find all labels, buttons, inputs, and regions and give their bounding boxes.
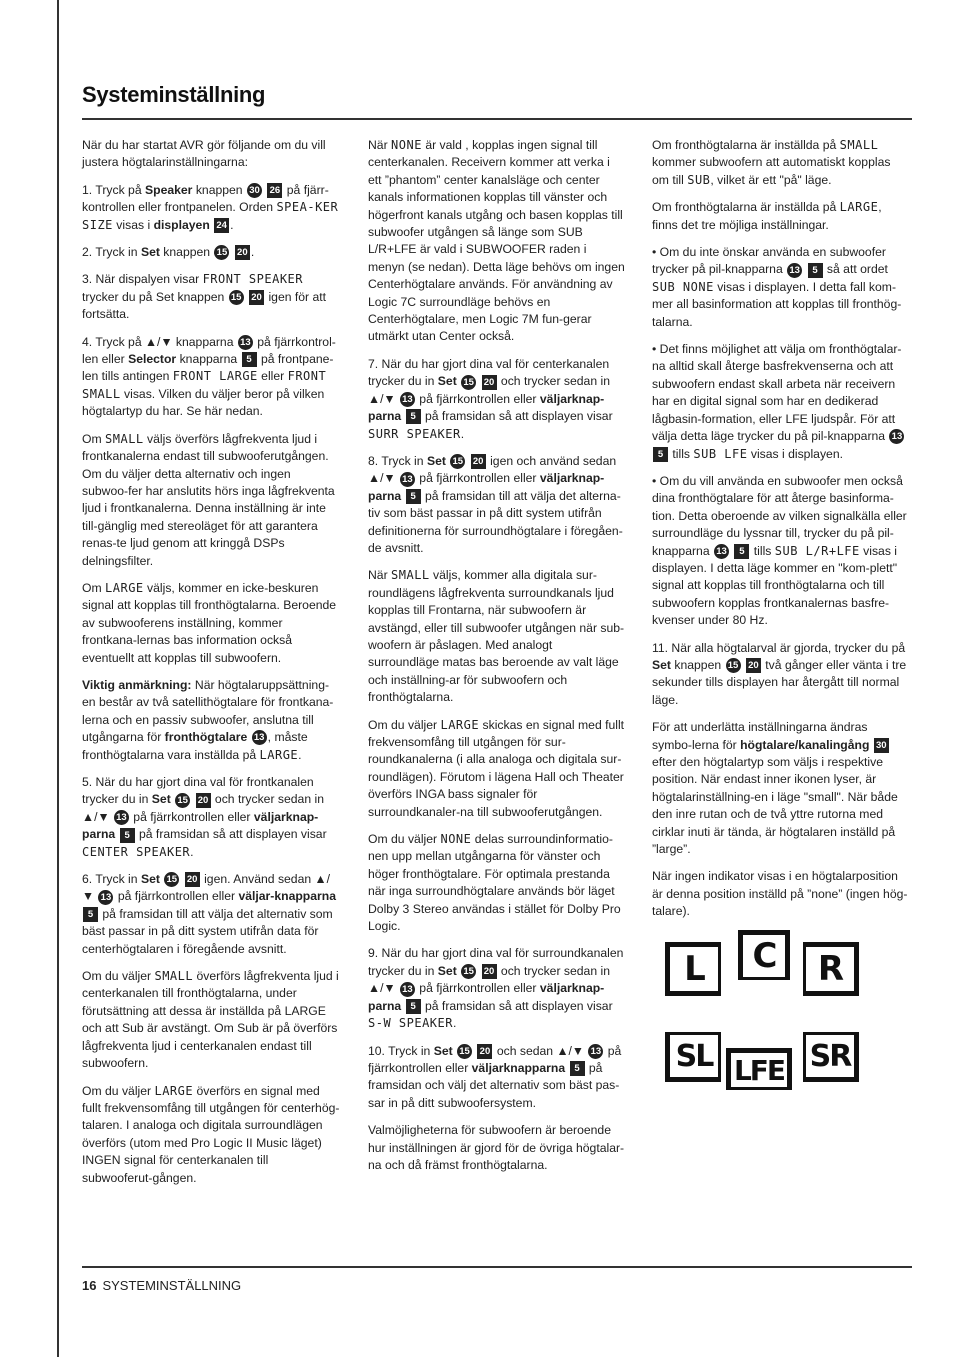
option-sub-lfe: • Det finns möjlighet att välja om fronthögtalar-na alltid skall återge basfrekvenserna och att subwoofern endast skall arbeta när receivern har en digital signal som har en dedikerad lågbasin-formation, eller LFE ljudspår. För att välja detta läge trycker du på pil-knapparna 13 5 tills SUB LFE visas i displayen. <box>652 341 910 463</box>
front-large-sub: Om fronthögtalarna är inställda på LARGE, finns det tre möjliga inställningar. <box>652 200 882 232</box>
surround-large-explanation: Om du väljer LARGE skickas en signal med fullt frekvensomfång till utgången för sur-roundkanalerna (i alla analoga och digitala sur-roundlägen). Förutom i lägena Hall och Theater överförs INGA bass signaler för surroundkanaler-na till subwooferutgången. <box>368 717 625 819</box>
step-6: 6. Tryck in Set 15 20 igen. Använd sedan ▲/▼ 13 på fjärrkontrollen eller väljar-knapparna 5 på framsidan till att välja det alternativ som bäst passar in på ditt system utifrån data för centerhögtalaren i föregående avsnitt. <box>82 872 336 956</box>
step-7: 7. När du har gjort dina val för centerkanalen trycker du in Set 15 20 och trycker sedan in ▲/▼ 13 på fjärrkontrollen eller väljarknap-parna 5 på framsidan så att displayen visar SURR SPEAKER. <box>368 356 613 441</box>
intro-text: När du har startat AVR gör följande om du vill justera högtalarinställningarna: <box>82 138 326 170</box>
badge-30: 30 <box>247 183 262 198</box>
step-11: 11. När alla högtalarval är gjorda, trycker du på Set knappen 15 20 två gånger eller vänta i tre sekunder tills displayen har återgått till normal läge. <box>652 640 907 707</box>
surround-none-explanation: Om du väljer NONE delas surroundinformatio-nen upp mellan utgångarna för vänster och höger fronthögtalare. För optimala prestanda när inga surroundhögtalare används bör läget Dolby 3 Stereo användas i stället för Dolby Pro Logic. <box>368 832 621 934</box>
none-indicator-text: När ingen indikator visas i en högtalarposition är denna position inställd på ”none” (ingen hög-talare). <box>652 869 908 919</box>
step-10: 10. Tryck in Set 15 20 och sedan ▲/▼ 13 på fjärrkontrollen eller väljarknapparna 5 på framsidan och välj det alternativ som bäst pas-sar in på ditt subwoofersystem. <box>368 1043 622 1110</box>
badge-26: 26 <box>267 183 282 198</box>
step-2: 2. Tryck in Set knappen 15 20 . <box>82 245 255 260</box>
symbol-explanation: För att underlätta inställningarna ändras symbo-lerna för högtalare/kanalingång 30 efter den högtalartyp som väljs i respektive position. När endast inner ikonen lyser, är högtalarinställning-en i läge "small". När både den inre rutan och de två yttre rutorna med cirklar inuti är tända, är högtalaren inställd på ”large”. <box>652 720 898 857</box>
front-small-sub: Om fronthögtalarna är inställda på SMALL kommer subwoofern att automatiskt kopplas om till SUB, vilket är ett "på" läge. <box>652 138 891 187</box>
speaker-lfe-icon: LFE <box>726 1048 792 1090</box>
footer-rule <box>82 1266 912 1268</box>
speaker-sl-icon: SL <box>665 1032 721 1082</box>
page-footer <box>82 1278 241 1293</box>
badge-20: 20 <box>235 245 250 260</box>
center-none-explanation: När NONE är vald , kopplas ingen signal till centerkanalen. Receivern kommer att verka i ett ”phantom” center kanalsläge och center kanals informationen kopplas till vänster och högerfront kanals utgång och basen kopplas till subwoofer utgången så länge som SUB L/R+LFE är vald i SUBWOOFER raden i menyn (se nedan). Detta läge behövs om ingen Centerhögtalare används. För användning av Logic 7C surroundläge behövs en Centerhögtalare, men Logic 7M fun-gerar utmärkt utan Center också. <box>368 138 625 344</box>
badge-24: 24 <box>214 218 229 233</box>
footer-label: SYSTEMINSTÄLLNING <box>102 1278 242 1293</box>
left-margin-rule <box>57 0 59 1357</box>
center-large-explanation: Om du väljer LARGE överförs en signal med fullt frekvensomfång till utgången för centerhög-talaren. I analoga och digitala surroundlägen överförs (utom med Pro Logic II Music läget) INGEN signal för centerkanalen till subwooferut-gången. <box>82 1083 340 1185</box>
option-sub-none: • Om du inte önskar använda en subwoofer trycker på pil-knapparna 13 5 så att ordet SUB NONE visas i displayen. I detta fall kom-mer all basinformation att kopplas till fronthög-talarna. <box>652 245 902 329</box>
badge-5: 5 <box>242 352 257 367</box>
badge-15: 15 <box>214 245 229 260</box>
step-9: 9. När du har gjort dina val för surroundkanalen trycker du in Set 15 20 och trycker sedan in ▲/▼ 13 på fjärrkontrollen eller väljarknap-parna 5 på framsidan så att displayen visar S-W SPEAKER. <box>368 946 624 1031</box>
large-explanation: Om LARGE väljs, kommer en icke-beskuren signal att kopplas till fronthögtalarna. Beroende av subwooferens inställning, kommer frontkana-lernas bas information också eventuellt att kopplas till subwoofern. <box>82 580 337 665</box>
step-8: 8. Tryck in Set 15 20 igen och använd sedan ▲/▼ 13 på fjärrkontrollen eller väljarknap-parna 5 på framsidan till att välja det alterna-tiv som bäst passar in på ditt system utifrån definitionerna för surroundhögtalare i föregåen-de avsnitt. <box>368 453 623 555</box>
column-2 <box>368 137 626 1184</box>
step-4: 4. Tryck på ▲/▼ knapparna 13 på fjärrkontrol-len eller Selector knapparna 5 på frontpane-len tills antingen FRONT LARGE eller FRONT SMALL visas. Vilken du väljer beror på vilken högtalartyp du har. Se här nedan. <box>82 334 336 419</box>
step-3: 3. När dispalyen visar FRONT SPEAKER trycker du på Set knappen 15 20 igen för att fortsätta. <box>82 272 327 322</box>
page-title: Systeminställning <box>82 82 266 107</box>
speaker-l-icon: L <box>665 942 721 996</box>
step-1: 1. Tryck på Speaker knappen 30 26 på fjärr-kontrollen eller frontpanelen. Orden SPEA-KER SIZE visas i displayen 24 . <box>82 182 339 232</box>
center-small-explanation: Om du väljer SMALL överförs lågfrekventa ljud i centerkanalen till fronthögtalarna, under förutsättning att dessa är inställda på LARGE och att Sub är avstängt. Om Sub är på överförs lågfrekventa ljud i centerkanalen endast till subwoofern. <box>82 969 339 1071</box>
surround-small-explanation: När SMALL väljs, kommer alla digitala sur-roundlägens lågfrekventa surroundkanals ljud kopplas till Frontarna, när subwoofern är avstängd, eller till subwoofer utgången när sub-woofern är påslagen. Med analogt surroundläge matas bas beroende av valt läge och inställning-ar för subwoofern och fronthögtalarna. <box>368 568 625 705</box>
column-3 <box>652 137 910 931</box>
option-sub-lr-lfe: • Om du vill använda en subwoofer men också dina fronthögtalare för att återge basinforma-tion. Detta oberoende av vilken signalkälla eller surroundläge du lyssnar till, trycker du på pil-knapparna 13 5 tills SUB L/R+LFE visas i displayen. I detta läge kommer en "kom-plett" signal att kopplas till fronthögtalarna och till subwoofern kopplas frontkanalernas basfre-kvenser under 80 Hz. <box>652 473 907 628</box>
speaker-c-icon: C <box>738 930 790 980</box>
important-note: Viktig anmärkning: När högtalaruppsättning-en består av två satellithögtalare för frontkana-lerna och en passiv subwoofer, anslutna till utgångarna för fronthögtalare 13 , måste fronthögtalarna vara inställda på LARGE. <box>82 677 334 762</box>
subwoofer-closing: Valmöjligheterna för subwoofern är beroende hur inställningen är gjord för de övriga högtalar-na och då främst fronthögtalarna. <box>368 1123 625 1172</box>
step-5: 5. När du har gjort dina val för frontkanalen trycker du in Set 15 20 och trycker sedan in ▲/▼ 13 på fjärrkontrollen eller väljarknap-parna 5 på framsidan så att displayen visar CENTER SPEAKER. <box>82 775 327 859</box>
small-explanation: Om SMALL väljs överförs lågfrekventa ljud i frontkanalerna endast till subwooferutgången. Om du väljer detta alternativ och ingen subwoo-fer har anslutits hörs inga lågfrekventa ljud i frontkanalerna. Denna inställning är inte till-gänglig med stereoläget för att garantera renas-te ljud genom att kringgå DSPs delningsfilter. <box>82 431 335 568</box>
title-rule <box>82 118 912 120</box>
speaker-sr-icon: SR <box>803 1032 859 1082</box>
page-number: 16 <box>82 1278 97 1293</box>
speaker-r-icon: R <box>803 942 859 996</box>
badge-13: 13 <box>238 335 253 350</box>
column-1 <box>82 137 340 1197</box>
